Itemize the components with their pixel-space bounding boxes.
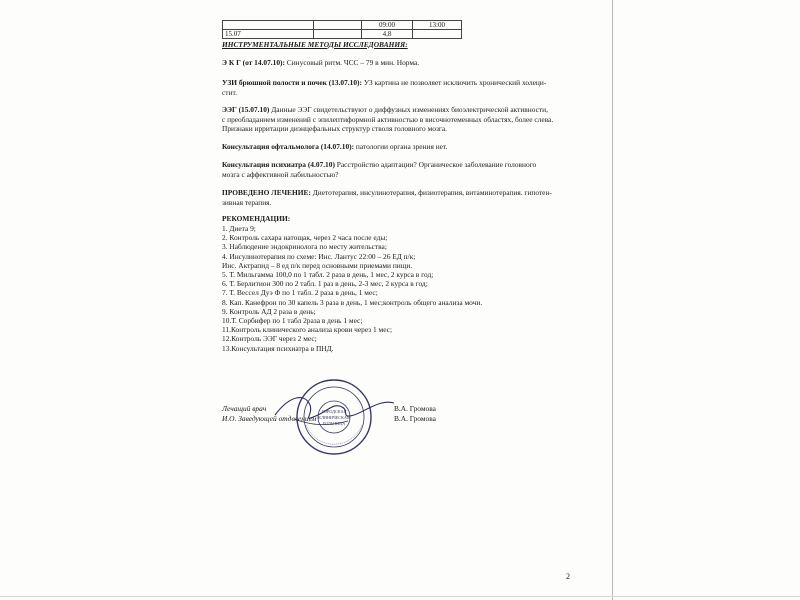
stamp-line3: БОЛЬНИЦА [322,421,346,426]
table-row [223,30,462,39]
uzi-line1: УЗ картина не позволяет исключить хронический холеци- [361,78,547,87]
eeg-line1: Данные ЭЭГ свидетельствуют о диффузных изменениях биоэлектрической активности, [269,105,548,114]
doctor-name: В.А. Громова [394,404,436,413]
recommendation-item: 1. Диета 9; [222,224,256,233]
head-name: В.А. Громова [394,414,436,423]
ekg-label: Э К Г (от 14.07.10): [222,58,285,67]
instrumental-heading: ИНСТРУМЕНТАЛЬНЫЕ МЕТОДЫ ИССЛЕДОВАНИЯ: [222,40,408,49]
recommendation-item: 11.Контроль клинического анализа крови через 1 мес; [222,325,392,335]
table-cell: 15.07 [223,30,314,39]
ekg-text: Синусовый ритм. ЧСС – 79 в мин. Норма. [284,58,420,67]
table-cell: 09:00 [362,21,413,30]
recommendation-item: 10.Т. Сорбифер по 1 табл 2раза в день 1 мес; [222,316,363,325]
recommendation-item: 12.Контроль ЭЭГ через 2 мес; [222,334,317,344]
table-row [223,21,462,30]
table-cell [314,21,362,30]
recommendation-item: Инс. Актрапид – 8 ед п/к перед основными приемами пищи. [222,260,413,270]
recommendation-item: 8. Кап. Канефрон по 30 капель 3 раза в день, 1 мес;контроль общего анализа мочи. [222,297,483,307]
ekg-paragraph [222,58,419,68]
table-cell [413,30,462,39]
uzi-line2: стит. [222,88,237,97]
psychiatrist-line1: Расстройство адаптации? Органическое заболевание головного [334,160,537,169]
head-label: И.О. Заведующей отделением [222,414,317,423]
ophthalmologist-paragraph [222,142,447,152]
treatment-line2: зивная терапия. [222,198,272,207]
recommendations-heading: РЕКОМЕНДАЦИИ: [222,214,291,223]
eeg-line3: Признаки ирритации диэнцефальных структур стволя головного мозга. [222,124,448,133]
recommendation-item: 3. Наблюдение эндокринолога по месту жительства; [222,242,387,252]
page-edge-right [612,0,613,600]
psychiatrist-label: Консультация психиатра (4.07.10) [222,160,335,169]
recommendation-item: 6. Т. Берлитион 300 по 2 табл. 1 раз в день, 2-3 мес, 2 курса в год; [222,279,428,289]
handwritten-signature [270,385,400,435]
page-edge-bottom [0,596,800,597]
eeg-line2: с преобладанием изменений с эпилептиформной активностью в височнотеменных областях, более слева. [222,115,554,124]
stamp-line2: КЛИНИЧЕСКАЯ [318,415,350,420]
table-cell: 4,8 [362,30,413,39]
psychiatrist-line2: мозга с аффективной лабильностью? [222,170,339,179]
uzi-label: УЗИ брюшной полости и почек (13.07.10): [222,78,362,87]
recommendation-item: 7. Т. Вессел Дуэ Ф по 1 табл. 2 раза в день, 1 мес; [222,288,378,298]
recommendation-item: 4. Инсулинотерапия по схеме: Инс. Лантус 22:00 – 26 ЕД п/к; [222,251,416,261]
doctor-label: Лечащий врач [222,404,267,413]
recommendation-item: 5. Т. Мильгамма 100,0 по 1 табл. 2 раза в день, 1 мес, 2 курса в год; [222,270,434,279]
uzi-paragraph [222,78,546,88]
treatment-paragraph [222,188,552,198]
ophthalmologist-text: патологии органа зрения нет. [354,142,448,151]
stamp-line1: ГОРОДСКАЯ [321,409,347,414]
recommendation-item: 9. Контроль АД 2 раза в день; [222,306,316,316]
eeg-paragraph [222,105,548,115]
page-number: 2 [566,572,570,581]
ophthalmologist-label: Консультация офтальмолога (14.07.10): [222,142,355,151]
recommendation-item: 13.Консультация психиатра в ПНД. [222,343,334,353]
table-cell: 13:00 [413,21,462,30]
eeg-label: ЭЭГ (15.07.10) [222,105,270,114]
treatment-label: ПРОВЕДЕНО ЛЕЧЕНИЕ: [222,188,311,197]
table-cell [223,21,314,30]
recommendation-item: 2. Контроль сахара натощак, через 2 часа после еды; [222,233,388,243]
glucose-table [222,20,462,39]
table-cell [314,30,362,39]
psychiatrist-paragraph [222,160,536,170]
treatment-line1: Диетотерапия, инсулинотерапия, физиотерапия, витаминотерапия. гипотен- [310,188,552,197]
